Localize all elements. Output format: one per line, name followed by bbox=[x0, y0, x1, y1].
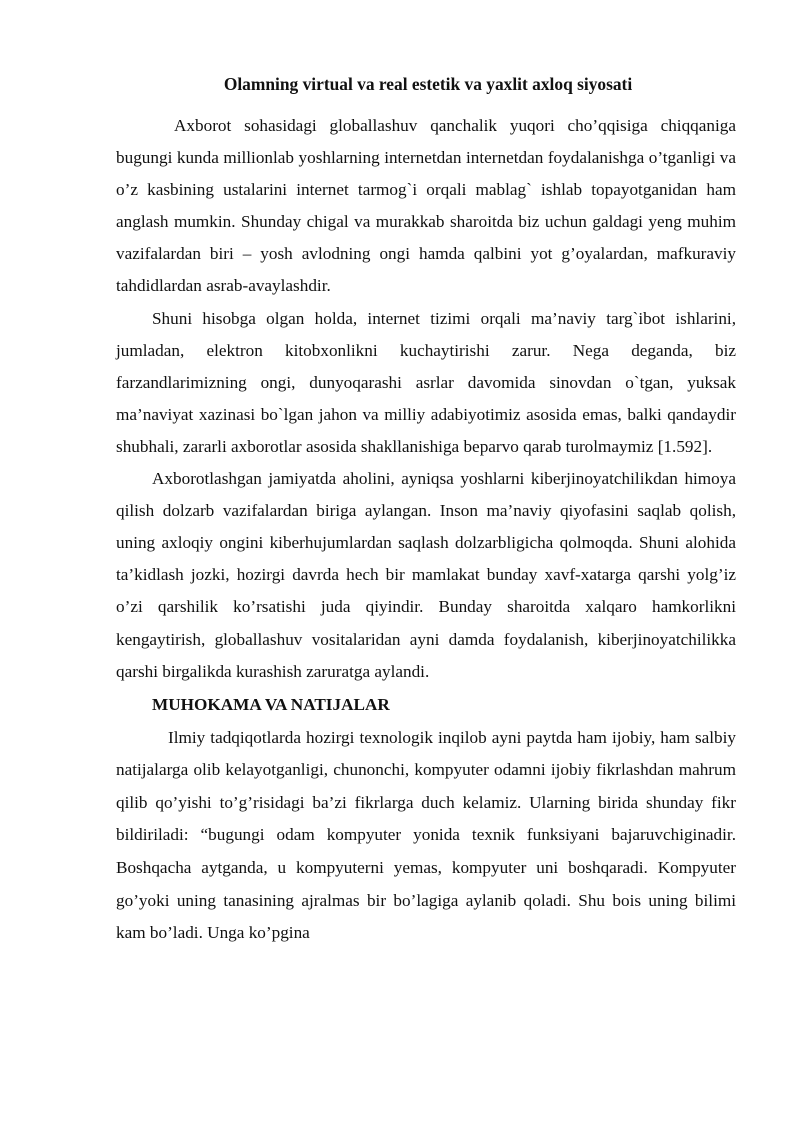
section-heading: MUHOKAMA VA NATIJALAR bbox=[152, 694, 390, 714]
paragraph-discussion: Ilmiy tadqiqotlarda hozirgi texnologik inqilob ayni paytda ham ijobiy, ham salbiy natijalarga olib kelayotganligi, chunonchi, kompyuter odamni ijobiy fikrlashdan mahrum qilib qo’yishi to’g’risidagi ba’zi fikrlarga duch kelamiz. Ularning birida shunday fikr bildiriladi: “bugungi odam kompyuter yonida texnik funksiyani bajaruvchiginadir. Boshqacha aytganda, u kompyuterni yemas, kompyuter uni boshqaradi. Kompyuter go’yoki uning tanasining ajralmas bir bo’lagiga aylanib qoladi. Shu bois uning bilimi kam bo’ladi. Unga ko’pgina bbox=[116, 727, 736, 943]
paragraph-internet-propaganda: Shuni hisobga olgan holda, internet tizimi orqali ma’naviy targ`ibot ishlarini, jumladan, elektron kitobxonlikni kuchaytirishi zarur. Nega deganda, biz farzandlarimizning ongi, dunyoqarashi asrlar davomida sinovdan o`tgan, yuksak ma’naviyat xazinasi bo`lgan jahon va milliy adabiyotimiz asosida emas, balki qandaydir shubhali, zararli axborotlar asosida shakllanishiga beparvo qarab turolmaymiz [1.592]. bbox=[116, 308, 736, 456]
paragraph-cybercrime: Axborotlashgan jamiyatda aholini, ayniqsa yoshlarni kiberjinoyatchilikdan himoya qilish dolzarb vazifalardan biriga aylangan. Inson ma’naviy qiyofasini saqlab qolish, uning axloqiy ongini kiberhujumlardan saqlash dolzarbligicha qolmoqda. Shuni alohida ta’kidlash jozki, hozirgi davrda hech bir mamlakat bunday xavf-xatarga qarshi yolg’iz o’zi qarshilik ko’rsatishi juda qiyindir. Bunday sharoitda xalqaro hamkorlikni kengaytirish, globallashuv vositalaridan ayni damda foydalanish, kiberjinoyatchilikka qarshi birgalikda kurashish zaruratga aylandi. bbox=[116, 469, 736, 681]
document-title: Olamning virtual va real estetik va yaxlit axloq siyosati bbox=[223, 74, 633, 94]
paragraph-globalization: Axborot sohasidagi globallashuv qanchalik yuqori cho’qqisiga chiqqaniga bugungi kunda millionlab yoshlarning internetdan internetdan foydalanishga o’tganligi va o’z kasbining ustalarini internet tarmog`i orqali mablag` ishlab topayotganidan ham anglash mumkin. Shunday chigal va murakkab sharoitda biz uchun galdagi yeng muhim vazifalardan biri – yosh avlodning ongi hamda qalbini yot g’oyalardan, mafkuraviy tahdidlardan asrab-avaylashdir. bbox=[116, 116, 736, 296]
document-page bbox=[116, 72, 736, 950]
